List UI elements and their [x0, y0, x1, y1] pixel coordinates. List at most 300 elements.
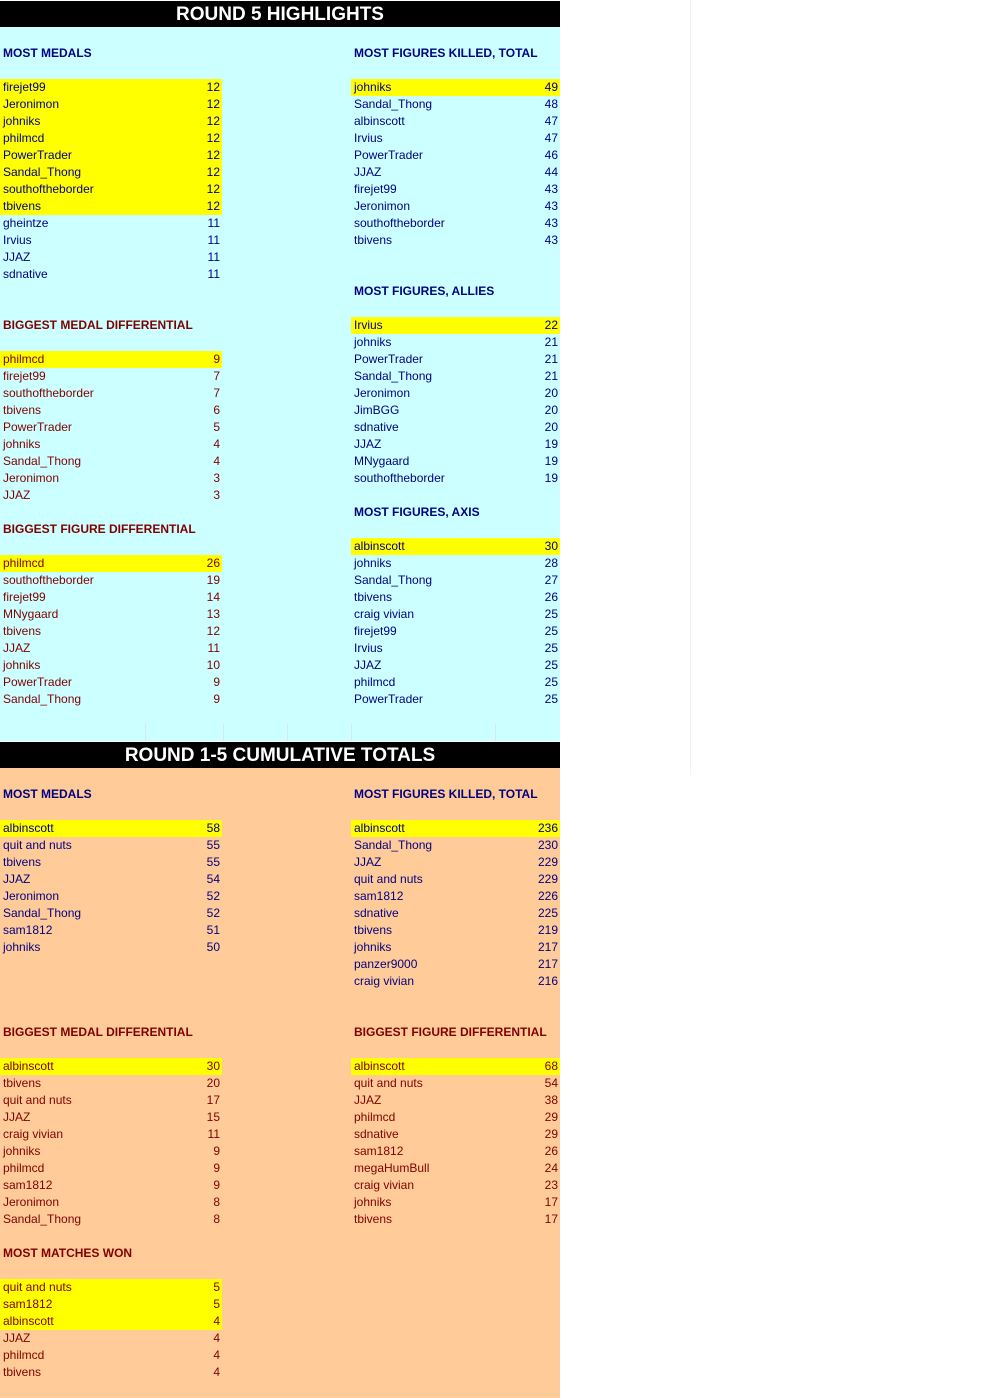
ranking-row	[351, 973, 560, 990]
player-name: PowerTrader	[3, 420, 72, 434]
ranking-row	[0, 1160, 222, 1177]
player-name: southoftheborder	[354, 216, 445, 230]
player-value: 68	[544, 1059, 558, 1073]
player-name: tbivens	[3, 199, 42, 213]
ranking-row	[0, 640, 222, 657]
player-name: johniks	[3, 1144, 41, 1158]
ranking-row	[0, 623, 222, 640]
ranking-row	[0, 130, 222, 147]
player-name: philmcd	[354, 1110, 396, 1124]
player-value: 25	[544, 624, 558, 638]
player-value: 51	[206, 923, 220, 937]
ranking-row	[0, 1211, 222, 1228]
ranking-row	[351, 888, 560, 905]
ranking-row	[0, 1177, 222, 1194]
ranking-row	[0, 96, 222, 113]
player-value: 11	[207, 233, 220, 247]
ranking-row	[351, 351, 560, 368]
player-value: 219	[537, 923, 558, 937]
player-name: albinscott	[354, 821, 405, 835]
player-name: JJAZ	[354, 855, 382, 869]
player-value: 19	[544, 437, 558, 451]
ranking-row	[0, 147, 222, 164]
ranking-row	[0, 837, 222, 854]
player-name: JJAZ	[354, 1093, 382, 1107]
player-value: 9	[213, 352, 220, 366]
player-value: 25	[544, 675, 558, 689]
player-name: firejet99	[354, 182, 397, 196]
ranking-row	[351, 470, 560, 487]
player-value: 20	[206, 1076, 220, 1090]
player-name: quit and nuts	[3, 1093, 72, 1107]
ranking-row	[351, 606, 560, 623]
ranking-row	[0, 232, 222, 249]
ranking-row	[0, 871, 222, 888]
round5-figure-diff	[0, 521, 222, 708]
player-name: JJAZ	[3, 641, 31, 655]
ranking-row	[0, 402, 222, 419]
ranking-row	[0, 589, 222, 606]
ranking-row	[351, 1160, 560, 1177]
player-value: 12	[206, 131, 220, 145]
section-title: BIGGEST MEDAL DIFFERENTIAL	[3, 318, 193, 332]
player-value: 225	[537, 906, 558, 920]
section-title: MOST FIGURES KILLED, TOTAL	[354, 787, 538, 801]
player-value: 10	[206, 658, 220, 672]
player-value: 4	[213, 1365, 220, 1379]
ranking-row	[351, 215, 560, 232]
player-value: 26	[544, 590, 558, 604]
section-rows	[0, 1279, 222, 1381]
player-name: tbivens	[3, 403, 42, 417]
ranking-row	[351, 538, 560, 555]
player-value: 12	[206, 182, 220, 196]
section-title: BIGGEST FIGURE DIFFERENTIAL	[3, 522, 196, 536]
player-value: 47	[544, 114, 558, 128]
player-value: 25	[544, 658, 558, 672]
player-name: firejet99	[3, 369, 46, 383]
player-name: johniks	[3, 658, 41, 672]
player-value: 48	[544, 97, 558, 111]
ranking-row	[0, 820, 222, 837]
ranking-row	[0, 1296, 222, 1313]
player-name: JJAZ	[354, 437, 382, 451]
ranking-row	[351, 1211, 560, 1228]
player-name: albinscott	[354, 114, 405, 128]
player-name: quit and nuts	[354, 872, 423, 886]
player-name: Sandal_Thong	[3, 906, 82, 920]
ranking-row	[351, 453, 560, 470]
player-name: MNygaard	[3, 607, 59, 621]
ranking-row	[351, 198, 560, 215]
player-value: 50	[206, 940, 220, 954]
player-value: 9	[213, 692, 220, 706]
player-value: 17	[544, 1195, 558, 1209]
player-name: JJAZ	[3, 1110, 31, 1124]
player-value: 29	[544, 1110, 558, 1124]
player-value: 11	[207, 250, 220, 264]
player-value: 19	[544, 454, 558, 468]
ranking-row	[0, 164, 222, 181]
player-value: 38	[544, 1093, 558, 1107]
player-name: johniks	[354, 1195, 392, 1209]
round5-banner: ROUND 5 HIGHLIGHTS	[0, 1, 560, 27]
player-value: 9	[213, 1144, 220, 1158]
player-name: Sandal_Thong	[3, 692, 82, 706]
ranking-row	[0, 1347, 222, 1364]
player-value: 29	[544, 1127, 558, 1141]
section-rows	[0, 555, 222, 708]
player-value: 216	[537, 974, 558, 988]
player-value: 19	[206, 573, 220, 587]
player-value: 8	[213, 1195, 220, 1209]
player-name: PowerTrader	[3, 675, 72, 689]
player-name: albinscott	[3, 1059, 54, 1073]
player-name: Sandal_Thong	[3, 165, 82, 179]
ranking-row	[351, 1126, 560, 1143]
ranking-row	[0, 657, 222, 674]
round5-medal-diff	[0, 317, 222, 504]
player-name: sdnative	[354, 420, 399, 434]
player-value: 8	[213, 1212, 220, 1226]
player-value: 12	[206, 114, 220, 128]
ranking-row	[0, 1330, 222, 1347]
player-value: 5	[213, 420, 220, 434]
player-name: johniks	[3, 940, 41, 954]
ranking-row	[0, 436, 222, 453]
ranking-row	[0, 113, 222, 130]
player-name: Sandal_Thong	[354, 573, 433, 587]
player-value: 47	[544, 131, 558, 145]
player-value: 28	[544, 556, 558, 570]
player-value: 43	[544, 199, 558, 213]
player-name: Sandal_Thong	[354, 369, 433, 383]
player-value: 230	[537, 838, 558, 852]
ranking-row	[351, 96, 560, 113]
player-name: MNygaard	[354, 454, 410, 468]
ranking-row	[351, 130, 560, 147]
ranking-row	[0, 198, 222, 215]
player-name: sam1812	[354, 889, 404, 903]
player-value: 17	[544, 1212, 558, 1226]
ranking-row	[351, 181, 560, 198]
ranking-row	[351, 820, 560, 837]
player-name: albinscott	[3, 1314, 54, 1328]
player-value: 11	[207, 267, 220, 281]
player-name: southoftheborder	[3, 573, 94, 587]
player-value: 3	[213, 488, 220, 502]
player-name: Jeronimon	[3, 471, 60, 485]
ranking-row	[351, 922, 560, 939]
player-name: albinscott	[3, 821, 54, 835]
ranking-row	[351, 657, 560, 674]
player-name: quit and nuts	[354, 1076, 423, 1090]
section-title: MOST MEDALS	[3, 787, 92, 801]
ranking-row	[351, 691, 560, 708]
cumulative-medal-diff	[0, 1024, 222, 1228]
ranking-row	[0, 249, 222, 266]
round5-axis	[351, 504, 560, 708]
player-name: philmcd	[3, 1161, 45, 1175]
player-name: JJAZ	[354, 165, 382, 179]
ranking-row	[351, 164, 560, 181]
player-value: 5	[213, 1297, 220, 1311]
player-name: Jeronimon	[354, 199, 411, 213]
player-name: Sandal_Thong	[354, 838, 433, 852]
player-name: Jeronimon	[3, 97, 60, 111]
section-rows	[351, 820, 560, 990]
player-name: Jeronimon	[3, 1195, 60, 1209]
player-value: 27	[544, 573, 558, 587]
ranking-row	[0, 854, 222, 871]
player-name: tbivens	[3, 1076, 42, 1090]
player-value: 217	[537, 940, 558, 954]
ranking-row	[351, 854, 560, 871]
player-value: 25	[544, 607, 558, 621]
player-name: philmcd	[3, 1348, 45, 1362]
player-value: 14	[206, 590, 220, 604]
ranking-row	[351, 1058, 560, 1075]
player-name: JJAZ	[3, 250, 31, 264]
player-value: 9	[213, 1178, 220, 1192]
player-value: 229	[537, 872, 558, 886]
ranking-row	[351, 1194, 560, 1211]
ranking-row	[0, 1194, 222, 1211]
ranking-row	[351, 871, 560, 888]
section-title: BIGGEST FIGURE DIFFERENTIAL	[354, 1025, 547, 1039]
player-name: albinscott	[354, 539, 405, 553]
player-name: johniks	[3, 114, 41, 128]
ranking-row	[0, 939, 222, 956]
ranking-row	[0, 351, 222, 368]
player-name: tbivens	[354, 590, 393, 604]
player-name: quit and nuts	[3, 1280, 72, 1294]
player-value: 46	[544, 148, 558, 162]
player-name: JJAZ	[3, 1331, 31, 1345]
player-value: 4	[213, 437, 220, 451]
ranking-row	[351, 385, 560, 402]
ranking-row	[351, 837, 560, 854]
player-value: 25	[544, 692, 558, 706]
ranking-row	[0, 606, 222, 623]
player-name: tbivens	[3, 1365, 42, 1379]
ranking-row	[351, 572, 560, 589]
ranking-row	[351, 436, 560, 453]
player-name: sdnative	[354, 906, 399, 920]
ranking-row	[0, 572, 222, 589]
player-name: sam1812	[3, 1297, 53, 1311]
round5-most-killed	[351, 45, 560, 249]
ranking-row	[0, 419, 222, 436]
player-name: PowerTrader	[354, 692, 423, 706]
ranking-row	[351, 334, 560, 351]
section-rows	[0, 1058, 222, 1228]
cumulative-most-medals	[0, 786, 222, 956]
player-value: 12	[206, 199, 220, 213]
player-value: 24	[544, 1161, 558, 1175]
player-value: 30	[544, 539, 558, 553]
player-value: 22	[544, 318, 558, 332]
player-name: PowerTrader	[354, 148, 423, 162]
ranking-row	[351, 1177, 560, 1194]
player-name: Sandal_Thong	[354, 97, 433, 111]
cumulative-matches-won	[0, 1245, 222, 1381]
ranking-row	[351, 555, 560, 572]
player-value: 12	[206, 624, 220, 638]
player-name: johniks	[354, 335, 392, 349]
player-value: 20	[544, 420, 558, 434]
player-value: 12	[206, 165, 220, 179]
player-name: JJAZ	[3, 488, 31, 502]
ranking-row	[351, 1075, 560, 1092]
ranking-row	[0, 1313, 222, 1330]
section-title: BIGGEST MEDAL DIFFERENTIAL	[3, 1025, 193, 1039]
section-rows	[0, 351, 222, 504]
player-value: 12	[206, 97, 220, 111]
player-name: craig vivian	[354, 974, 415, 988]
player-value: 217	[537, 957, 558, 971]
ranking-row	[0, 385, 222, 402]
player-value: 44	[544, 165, 558, 179]
player-name: Irvius	[3, 233, 32, 247]
grid-divider	[223, 724, 224, 741]
ranking-row	[0, 888, 222, 905]
section-rows	[351, 538, 560, 708]
ranking-row	[0, 1364, 222, 1381]
player-value: 4	[213, 454, 220, 468]
player-value: 54	[544, 1076, 558, 1090]
section-rows	[351, 317, 560, 487]
ranking-row	[351, 368, 560, 385]
player-name: gheintze	[3, 216, 49, 230]
player-name: johniks	[3, 437, 41, 451]
player-value: 11	[207, 216, 220, 230]
ranking-row	[351, 1143, 560, 1160]
grid-divider	[495, 724, 496, 741]
player-value: 43	[544, 216, 558, 230]
ranking-row	[351, 113, 560, 130]
player-value: 21	[544, 335, 558, 349]
ranking-row	[351, 905, 560, 922]
grid-divider	[287, 724, 288, 741]
player-value: 7	[213, 369, 220, 383]
ranking-row	[351, 623, 560, 640]
ranking-row	[0, 266, 222, 283]
player-name: johniks	[354, 940, 392, 954]
section-rows	[351, 1058, 560, 1228]
ranking-row	[0, 922, 222, 939]
ranking-row	[351, 589, 560, 606]
section-rows	[351, 79, 560, 249]
ranking-row	[351, 232, 560, 249]
ranking-row	[0, 1143, 222, 1160]
ranking-row	[351, 79, 560, 96]
ranking-row	[351, 1092, 560, 1109]
player-value: 229	[537, 855, 558, 869]
player-value: 3	[213, 471, 220, 485]
player-value: 26	[206, 556, 220, 570]
blank-area	[560, 0, 691, 775]
player-name: PowerTrader	[3, 148, 72, 162]
player-name: craig vivian	[3, 1127, 64, 1141]
ranking-row	[0, 1092, 222, 1109]
player-value: 21	[544, 352, 558, 366]
player-name: albinscott	[354, 1059, 405, 1073]
player-name: tbivens	[354, 233, 393, 247]
player-value: 20	[544, 386, 558, 400]
ranking-row	[0, 368, 222, 385]
section-title: MOST FIGURES, ALLIES	[354, 284, 495, 298]
player-name: Jeronimon	[354, 386, 411, 400]
player-value: 12	[206, 80, 220, 94]
player-value: 25	[544, 641, 558, 655]
player-value: 9	[213, 675, 220, 689]
ranking-row	[351, 147, 560, 164]
section-title: MOST MEDALS	[3, 46, 92, 60]
ranking-row	[351, 674, 560, 691]
player-value: 30	[206, 1059, 220, 1073]
cumulative-figure-diff	[351, 1024, 560, 1228]
player-value: 12	[206, 148, 220, 162]
player-name: quit and nuts	[3, 838, 72, 852]
round5-most-medals	[0, 45, 222, 283]
ranking-row	[0, 1058, 222, 1075]
player-name: Irvius	[354, 641, 383, 655]
player-value: 6	[213, 403, 220, 417]
player-name: southoftheborder	[3, 182, 94, 196]
player-value: 5	[213, 1280, 220, 1294]
player-name: Jeronimon	[3, 889, 60, 903]
player-name: firejet99	[3, 590, 46, 604]
player-name: JJAZ	[3, 872, 31, 886]
player-value: 26	[544, 1144, 558, 1158]
player-value: 236	[537, 821, 558, 835]
player-name: JJAZ	[354, 658, 382, 672]
player-value: 4	[213, 1331, 220, 1345]
player-name: Sandal_Thong	[3, 1212, 82, 1226]
grid-divider	[351, 724, 352, 741]
ranking-row	[0, 1075, 222, 1092]
player-name: sdnative	[354, 1127, 399, 1141]
player-value: 19	[544, 471, 558, 485]
cumulative-most-killed	[351, 786, 560, 990]
player-value: 55	[206, 838, 220, 852]
ranking-row	[0, 79, 222, 96]
player-value: 226	[537, 889, 558, 903]
ranking-row	[351, 402, 560, 419]
section-title: MOST FIGURES KILLED, TOTAL	[354, 46, 538, 60]
player-name: southoftheborder	[354, 471, 445, 485]
player-value: 4	[213, 1348, 220, 1362]
ranking-row	[0, 487, 222, 504]
player-value: 23	[544, 1178, 558, 1192]
player-value: 43	[544, 182, 558, 196]
player-name: tbivens	[3, 624, 42, 638]
player-name: JimBGG	[354, 403, 400, 417]
player-value: 52	[206, 906, 220, 920]
player-name: philmcd	[354, 675, 396, 689]
ranking-row	[0, 470, 222, 487]
player-name: Irvius	[354, 131, 383, 145]
round5-allies	[351, 283, 560, 487]
player-name: firejet99	[354, 624, 397, 638]
ranking-row	[0, 1126, 222, 1143]
player-value: 55	[206, 855, 220, 869]
player-value: 17	[206, 1093, 220, 1107]
player-name: craig vivian	[354, 607, 415, 621]
player-name: sam1812	[354, 1144, 404, 1158]
player-value: 11	[207, 641, 220, 655]
